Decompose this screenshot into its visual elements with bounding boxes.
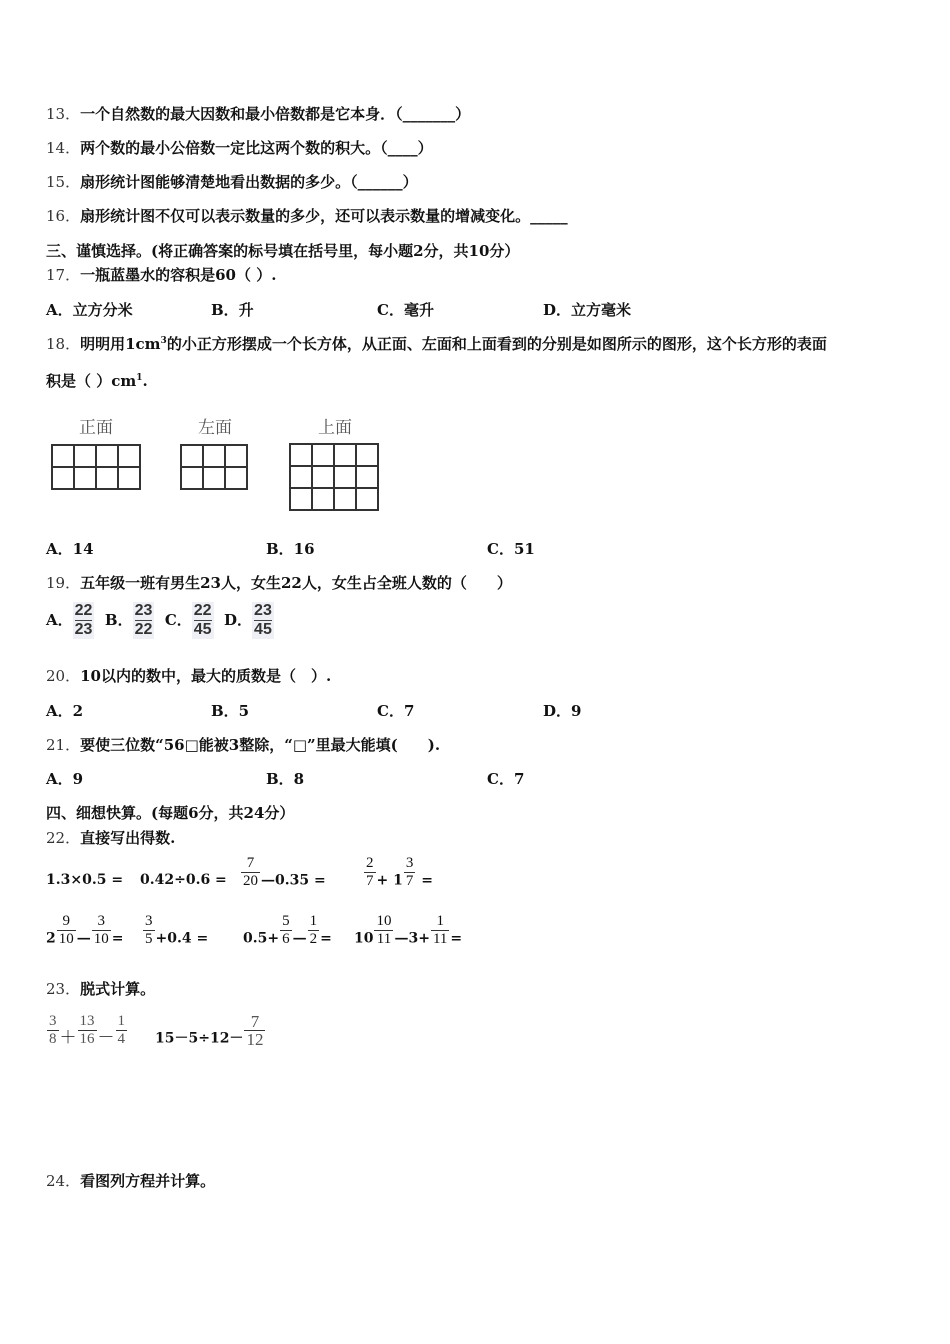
calc-4: $\frac{2}{7}$ + 1 $\frac{3}{7}$ = [366, 855, 433, 889]
calc-6: $\frac{3}{5}$ +0.4 = [145, 913, 209, 947]
q18-option-c[interactable]: C．51 [487, 540, 535, 558]
top-view-grid [289, 443, 379, 511]
calc-5: 2 $\frac{9}{10}$ — $\frac{3}{10}$ = [46, 913, 124, 947]
q20-option-d[interactable]: D．9 [543, 702, 582, 720]
calc-23a: $\frac{3}{8}$ ＋ $\frac{13}{16}$ － $\frac{1}{4}$ [49, 1013, 125, 1048]
fraction: $\frac{9}{10}$ [58, 913, 74, 947]
question-17: 17．一瓶蓝墨水的容积是60（ ）. [46, 266, 277, 284]
calc-1: 1.3×0.5 = [46, 872, 124, 888]
q19-options [46, 602, 274, 639]
question-18-line-2: 积是（ ）$cm^1$. [46, 372, 148, 390]
question-22: 22．直接写出得数. [46, 829, 176, 847]
fraction: $\frac{10}{11}$ [376, 913, 392, 947]
question-18-line-1: 18．明明用$1cm^3$的小正方形摆成一个长方体，从正面、左面和上面看到的分别是如图所示的图形，这个长方形的表面 [46, 335, 827, 353]
question-24: 24．看图列方程并计算。 [46, 1172, 216, 1190]
q19-option-d[interactable]: D． $\frac{23}{45}$ [224, 602, 272, 638]
left-view-grid [180, 444, 248, 490]
fraction: $\frac{3}{10}$ [93, 913, 109, 947]
calc-8: 10 $\frac{10}{11}$ —3+ $\frac{1}{11}$ = [354, 913, 463, 947]
front-view-grid [51, 444, 141, 490]
q19-option-a[interactable]: A． $\frac{22}{23}$ [46, 602, 93, 638]
fraction: $\frac{1}{11}$ [432, 913, 448, 947]
fraction: $\frac{13}{16}$ [79, 1013, 95, 1047]
top-view-label: 上面 [318, 418, 352, 438]
calc-23b: 15－5÷12－ $\frac{7}{12}$ [155, 1012, 264, 1049]
q21-option-a[interactable]: A．9 [46, 770, 84, 788]
fraction: $\frac{3}{5}$ [145, 913, 153, 947]
calc-3: $\frac{7}{20}$ —0.35 = [243, 855, 326, 889]
q19-option-b[interactable]: B． $\frac{23}{22}$ [104, 602, 153, 638]
q21-option-c[interactable]: C．7 [487, 770, 525, 788]
calc-7: 0.5+ $\frac{5}{6}$ — $\frac{1}{2}$ = [243, 913, 332, 947]
fraction: $\frac{7}{12}$ [246, 1012, 264, 1049]
fraction: $\frac{3}{7}$ [405, 855, 414, 889]
section-3-heading: 三、谨慎选择。(将正确答案的标号填在括号里，每小题2分，共10分） [46, 242, 520, 260]
fraction: $\frac{23}{45}$ [254, 602, 272, 638]
q20-option-c[interactable]: C．7 [377, 702, 415, 720]
fraction: $\frac{22}{23}$ [74, 602, 93, 638]
left-view-label: 左面 [198, 418, 232, 438]
q18-option-a[interactable]: A．14 [46, 540, 94, 558]
fraction: $\frac{1}{2}$ [309, 913, 318, 947]
q21-option-b[interactable]: B．8 [266, 770, 305, 788]
question-21: 21．要使三位数“56□能被3整除，“□”里最大能填( ). [46, 736, 441, 754]
question-19: 19．五年级一班有男生23人，女生22人，女生占全班人数的（ ） [46, 574, 512, 592]
q17-option-b[interactable]: B．升 [211, 301, 254, 319]
fraction: $\frac{3}{8}$ [49, 1013, 57, 1047]
q19-option-c[interactable]: C． $\frac{22}{45}$ [164, 602, 212, 638]
q17-option-a[interactable]: A．立方分米 [46, 301, 133, 319]
fraction: $\frac{22}{45}$ [193, 602, 212, 638]
calc-2: 0.42÷0.6 = [140, 872, 227, 888]
question-16: 16．扇形统计图不仅可以表示数量的多少，还可以表示数量的增减变化。_____ [46, 207, 568, 225]
fraction: $\frac{2}{7}$ [366, 855, 374, 889]
question-14: 14．两个数的最小公倍数一定比这两个数的积大。（____） [46, 139, 433, 157]
q17-option-c[interactable]: C．毫升 [377, 301, 434, 319]
fraction: $\frac{7}{20}$ [243, 855, 258, 889]
q20-option-a[interactable]: A．2 [46, 702, 84, 720]
fraction: $\frac{1}{4}$ [117, 1013, 125, 1047]
question-20: 20．10以内的数中，最大的质数是（ ）. [46, 667, 332, 685]
q17-option-d[interactable]: D．立方毫米 [543, 301, 632, 319]
q18-option-b[interactable]: B．16 [266, 540, 315, 558]
question-15: 15．扇形统计图能够清楚地看出数据的多少。（______） [46, 173, 418, 191]
question-13: 13．一个自然数的最大因数和最小倍数都是它本身．（_______） [46, 105, 471, 123]
fraction: $\frac{5}{6}$ [282, 913, 290, 947]
question-23: 23．脱式计算。 [46, 980, 156, 998]
section-4-heading: 四、细想快算。(每题6分，共24分） [46, 804, 295, 822]
q20-option-b[interactable]: B．5 [211, 702, 250, 720]
fraction: $\frac{23}{22}$ [134, 602, 153, 638]
front-view-label: 正面 [79, 418, 113, 438]
